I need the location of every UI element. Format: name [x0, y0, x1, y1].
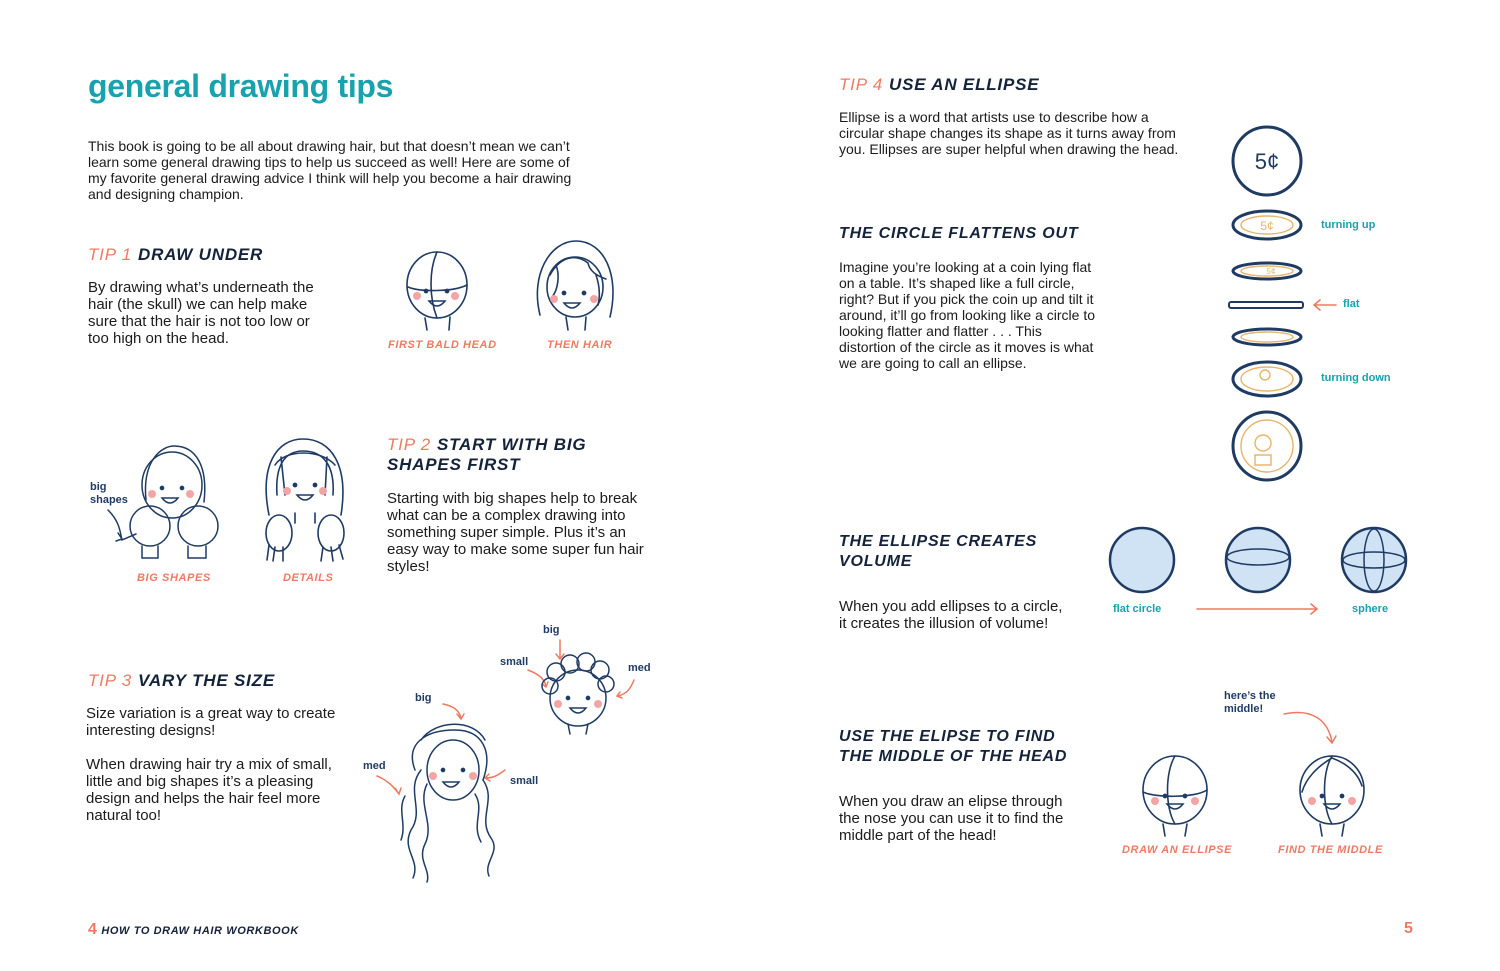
- label-flat: flat: [1343, 298, 1360, 310]
- tip4-body: Ellipse is a word that artists use to describe how a circular shape changes its shape as it turns away from you. Ellipses are super helpful when drawing the head.: [839, 109, 1179, 157]
- bald-head-illustration: [395, 235, 495, 335]
- tip1-title: DRAW UNDER: [138, 245, 264, 264]
- middle-note: [1224, 690, 1276, 716]
- tip2-caption-details: DETAILS: [283, 572, 334, 584]
- page-title: general drawing tips: [88, 68, 394, 104]
- tip2-title: START WITH BIG SHAPES FIRST: [387, 435, 587, 474]
- label-flat-circle: flat circle: [1113, 603, 1162, 615]
- label-turning-down: turning down: [1321, 372, 1391, 384]
- tip2-body: Starting with big shapes help to break what can be a complex drawing into something super simple. Plus it’s an easy way to make some super fun hair styles!: [387, 490, 644, 575]
- tip1-caption-bald: FIRST BALD HEAD: [388, 339, 497, 351]
- left-footer: [88, 921, 299, 939]
- tip3-label-med-top: med: [628, 662, 651, 674]
- right-page-number: 5: [1404, 920, 1413, 937]
- tip4-title: USE AN ELLIPSE: [889, 75, 1040, 94]
- find-middle-head-illustration: [1292, 752, 1372, 837]
- tip3-body-1: Size variation is a great way to create interesting designs!: [86, 705, 336, 739]
- tip3-label-small-left: small: [510, 775, 539, 787]
- tip3-label-small-top: small: [500, 656, 529, 668]
- wavy-hair-illustration: [365, 700, 535, 885]
- tip3-body-2: When drawing hair try a mix of small, little and big shapes it’s a pleasing design and helps the hair feel more natural too!: [86, 756, 332, 824]
- draw-ellipse-head-illustration: [1135, 752, 1215, 837]
- coin-ellipse-sequence: [1225, 125, 1315, 495]
- tip3-label-big-left: big: [415, 692, 432, 704]
- head-with-hair-illustration: [530, 235, 630, 335]
- volume-heading: THE ELLIPSE CREATES VOLUME: [839, 533, 1038, 570]
- middle-caption-draw-ellipse: DRAW AN ELLIPSE: [1122, 844, 1233, 856]
- tip2-note-shapes: shapes: [90, 494, 128, 506]
- left-page-number: 4: [88, 921, 97, 938]
- tip1-caption-hair: THEN HAIR: [547, 339, 613, 351]
- curly-head-illustration: [530, 630, 650, 740]
- tip4-number: TIP 4: [839, 75, 883, 94]
- coin-label-front: 5¢: [1254, 149, 1280, 174]
- volume-body: When you add ellipses to a circle, it creates the illusion of volume!: [839, 598, 1063, 632]
- tip2-number: TIP 2: [387, 435, 431, 454]
- tip3-label-med-left: med: [363, 760, 386, 772]
- coin-label-tilted: 5¢: [1260, 219, 1274, 233]
- circle-to-sphere-arrow-icon: [1195, 602, 1321, 616]
- label-sphere: sphere: [1352, 603, 1389, 615]
- tip1-number: TIP 1: [88, 245, 132, 264]
- tip4-heading: [839, 75, 1039, 95]
- tip2-caption-big-shapes: BIG SHAPES: [137, 572, 211, 584]
- middle-note-line1: here’s the: [1224, 690, 1276, 702]
- tip1-heading: [88, 245, 263, 265]
- tip3-heading: [88, 671, 275, 691]
- middle-arrow-icon: [1282, 708, 1342, 748]
- flatten-body: Imagine you’re looking at a coin lying flat on a table. It’s shaped like a full circle, right? But if you pick the coin up and tilt it around, it’ll go from looking like a circle to looking flatter and flatter . . . This distortion of the circle as it moves is what we are going to call an ellipse.: [839, 259, 1096, 371]
- tip2-heading: [387, 435, 647, 475]
- book-title-footer: HOW TO DRAW HAIR WORKBOOK: [101, 925, 299, 937]
- tip3-title: VARY THE SIZE: [138, 671, 275, 690]
- middle-body: When you draw an elipse through the nose you can use it to find the middle part of the head!: [839, 793, 1064, 844]
- coin-label-thin: 5¢: [1266, 267, 1276, 276]
- tip3-number: TIP 3: [88, 671, 132, 690]
- details-illustration: [255, 435, 355, 570]
- tip2-note-big: big: [90, 481, 107, 493]
- label-turning-up: turning up: [1321, 219, 1376, 231]
- intro-paragraph: This book is going to be all about drawing hair, but that doesn’t mean we can’t learn some general drawing tips to help us succeed as well! Here are some of my favorite general drawing advice I think will help you become a hair drawing and designing champion.: [88, 138, 572, 202]
- flat-arrow-icon: [1312, 299, 1338, 311]
- circle-to-sphere-illustration: [1105, 525, 1415, 600]
- flatten-heading: THE CIRCLE FLATTENS OUT: [839, 225, 1079, 242]
- big-shapes-illustration: [100, 440, 240, 570]
- middle-note-line2: middle!: [1224, 703, 1264, 715]
- middle-caption-find-middle: FIND THE MIDDLE: [1278, 844, 1383, 856]
- middle-heading: USE THE ELIPSE TO FIND THE MIDDLE OF THE HEAD: [839, 728, 1068, 765]
- tip1-body: By drawing what’s underneath the hair (the skull) we can help make sure that the hair is not too low or too high on the head.: [88, 279, 314, 347]
- tip3-label-big-top: big: [543, 624, 560, 636]
